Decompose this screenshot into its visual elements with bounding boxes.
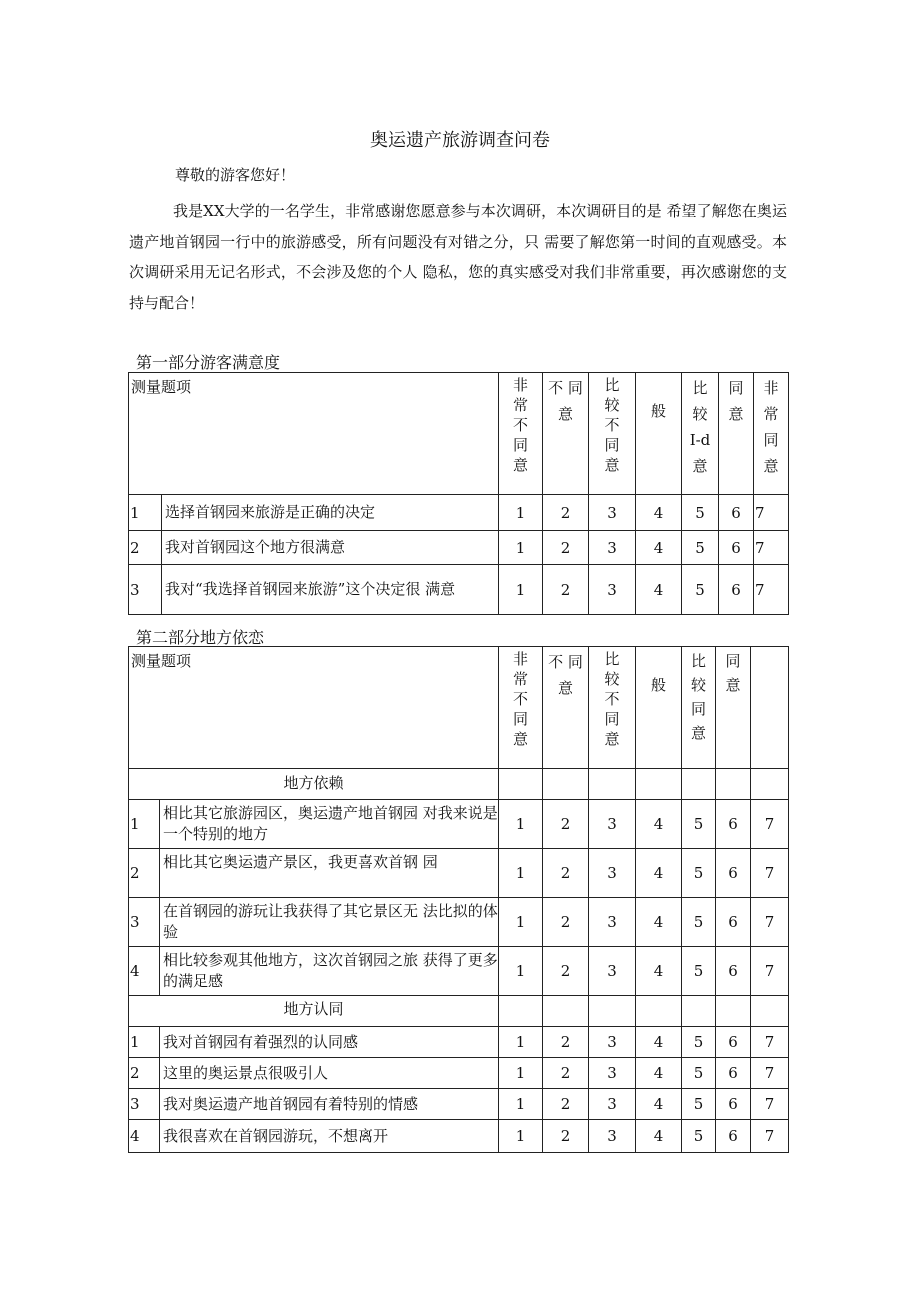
item-number: 3 [129, 1089, 160, 1120]
score-cell[interactable]: 3 [589, 1120, 636, 1153]
item-text: 我对首钢园有着强烈的认同感 [160, 1027, 499, 1058]
score-cell[interactable]: 3 [589, 565, 636, 615]
score-cell[interactable]: 5 [682, 1027, 716, 1058]
scale-header: 非常同意 [763, 379, 779, 475]
score-cell[interactable]: 7 [754, 531, 789, 565]
score-cell[interactable]: 4 [636, 898, 682, 947]
score-cell[interactable]: 1 [499, 800, 543, 849]
table-header-row [129, 647, 789, 769]
satisfaction-table [128, 372, 789, 615]
item-number: 1 [129, 1027, 160, 1058]
score-cell[interactable]: 7 [751, 947, 789, 996]
score-cell[interactable]: 7 [751, 1089, 789, 1120]
scale-header: 比较不同意 [604, 376, 620, 474]
score-cell[interactable]: 2 [543, 898, 589, 947]
column-label: 测量题项 [129, 373, 499, 495]
scale-header: 同意 [728, 379, 744, 423]
score-cell[interactable]: 3 [589, 898, 636, 947]
score-cell[interactable]: 5 [682, 849, 716, 898]
item-number: 2 [129, 1058, 160, 1089]
score-cell[interactable]: 3 [589, 800, 636, 849]
score-cell[interactable]: 4 [636, 1027, 682, 1058]
score-cell[interactable]: 1 [499, 898, 543, 947]
scale-header: 同意 [725, 652, 741, 694]
part1-heading: 第一部分游客满意度 [136, 353, 281, 372]
score-cell[interactable]: 6 [719, 495, 754, 531]
intro-paragraph: 我是XX大学的一名学生，非常感谢您愿意参与本次调研，本次调研目的是 希望了解您在奥运遗产地首钢园一行中的旅游感受，所有问题没有对错之分，只 需要了解您第一时间的直观感受。本次调研采用无记名形式，不会涉及您的个人 隐私，您的真实感受对我们非常重要，再次感谢您的支持与配合！ [129, 202, 787, 312]
score-cell[interactable]: 6 [716, 800, 751, 849]
score-cell[interactable]: 2 [543, 800, 589, 849]
group-row [129, 769, 789, 800]
score-cell[interactable]: 1 [499, 565, 543, 615]
score-cell[interactable]: 7 [754, 565, 789, 615]
score-cell[interactable]: 6 [716, 849, 751, 898]
score-cell[interactable]: 6 [719, 565, 754, 615]
group-row [129, 996, 789, 1027]
item-text: 我很喜欢在首钢园游玩，不想离开 [160, 1120, 499, 1153]
score-cell[interactable]: 3 [589, 1089, 636, 1120]
score-cell[interactable]: 1 [499, 849, 543, 898]
item-text: 在首钢园的游玩让我获得了其它景区无 法比拟的体验 [160, 898, 499, 947]
score-cell[interactable]: 3 [589, 849, 636, 898]
score-cell[interactable]: 5 [682, 898, 716, 947]
item-text: 相比较参观其他地方，这次首钢园之旅 获得了更多的满足感 [160, 947, 499, 996]
score-cell[interactable]: 5 [682, 1120, 716, 1153]
table-row [129, 800, 789, 849]
score-cell[interactable]: 1 [499, 1089, 543, 1120]
score-cell[interactable]: 3 [589, 947, 636, 996]
score-cell[interactable]: 4 [636, 1089, 682, 1120]
item-number: 2 [129, 849, 160, 898]
score-cell[interactable]: 2 [543, 849, 589, 898]
score-cell[interactable]: 2 [543, 1058, 589, 1089]
score-cell[interactable]: 5 [682, 1058, 716, 1089]
score-cell[interactable]: 1 [499, 1027, 543, 1058]
greeting: 尊敬的游客您好！ [175, 166, 296, 184]
scale-header: 比 较 I-d 意 [689, 379, 711, 475]
table-row [129, 849, 789, 898]
scale-header: 非常不同意 [513, 376, 529, 474]
table-header-row [129, 373, 789, 495]
score-cell[interactable]: 5 [682, 800, 716, 849]
item-number: 2 [129, 531, 162, 565]
score-cell[interactable]: 5 [682, 495, 719, 531]
item-text: 我对奥运遗产地首钢园有着特别的情感 [160, 1089, 499, 1120]
item-text: 相比其它旅游园区，奥运遗产地首钢园 对我来说是一个特别的地方 [160, 800, 499, 849]
table-row [129, 495, 789, 531]
score-cell[interactable]: 7 [751, 1027, 789, 1058]
attachment-table [128, 646, 789, 1153]
score-cell[interactable]: 4 [636, 495, 682, 531]
table-row [129, 898, 789, 947]
score-cell[interactable]: 1 [499, 495, 543, 531]
score-cell[interactable]: 4 [636, 1120, 682, 1153]
scale-header: 比较不同意 [604, 650, 620, 748]
score-cell[interactable]: 4 [636, 531, 682, 565]
table-row [129, 1027, 789, 1058]
score-cell[interactable]: 4 [636, 947, 682, 996]
scale-header: 比 较 同 意 [691, 652, 707, 742]
table-row [129, 531, 789, 565]
score-cell[interactable]: 1 [499, 1058, 543, 1089]
scale-header: 不 同意 [548, 379, 583, 423]
score-cell[interactable]: 1 [499, 531, 543, 565]
score-cell[interactable]: 2 [543, 531, 589, 565]
score-cell[interactable]: 6 [716, 1027, 751, 1058]
score-cell[interactable]: 4 [636, 1058, 682, 1089]
column-label: 测量题项 [129, 647, 499, 769]
score-cell[interactable]: 2 [543, 1089, 589, 1120]
score-cell[interactable]: 2 [543, 495, 589, 531]
score-cell[interactable]: 3 [589, 531, 636, 565]
page-title: 奥运遗产旅游调查问卷 [370, 130, 550, 151]
score-cell[interactable]: 4 [636, 800, 682, 849]
item-text: 这里的奥运景点很吸引人 [160, 1058, 499, 1089]
score-cell[interactable]: 7 [751, 1058, 789, 1089]
score-cell[interactable]: 7 [751, 898, 789, 947]
item-number: 1 [129, 800, 160, 849]
table-row [129, 565, 789, 615]
table-row [129, 1058, 789, 1089]
score-cell[interactable]: 2 [543, 1027, 589, 1058]
score-cell[interactable]: 6 [716, 947, 751, 996]
score-cell[interactable]: 6 [719, 531, 754, 565]
scale-header: 般 [650, 402, 666, 420]
score-cell[interactable]: 6 [716, 1058, 751, 1089]
item-number: 3 [129, 565, 162, 615]
item-number: 4 [129, 1120, 160, 1153]
table-row [129, 947, 789, 996]
group-label: 地方依赖 [129, 769, 499, 800]
score-cell[interactable]: 6 [716, 1089, 751, 1120]
item-text: 选择首钢园来旅游是正确的决定 [162, 495, 499, 531]
score-cell[interactable]: 3 [589, 1058, 636, 1089]
score-cell[interactable]: 2 [543, 947, 589, 996]
score-cell[interactable]: 6 [716, 898, 751, 947]
scale-header: 非常不同意 [513, 650, 529, 748]
item-text: 我对“我选择首钢园来旅游”这个决定很 满意 [162, 565, 499, 615]
score-cell[interactable]: 5 [682, 947, 716, 996]
item-text: 相比其它奥运遗产景区，我更喜欢首钢 园 [160, 849, 499, 898]
score-cell[interactable]: 1 [499, 1120, 543, 1153]
score-cell[interactable]: 7 [751, 1120, 789, 1153]
table-row [129, 1089, 789, 1120]
scale-header: 般 [650, 676, 666, 694]
score-cell[interactable]: 3 [589, 495, 636, 531]
item-number: 4 [129, 947, 160, 996]
score-cell[interactable]: 2 [543, 565, 589, 615]
score-cell[interactable]: 7 [751, 800, 789, 849]
score-cell[interactable]: 4 [636, 565, 682, 615]
item-number: 1 [129, 495, 162, 531]
score-cell[interactable]: 1 [499, 947, 543, 996]
score-cell[interactable]: 3 [589, 1027, 636, 1058]
score-cell[interactable]: 5 [682, 531, 719, 565]
score-cell[interactable]: 7 [751, 849, 789, 898]
table-row [129, 1120, 789, 1153]
group-label: 地方认同 [129, 996, 499, 1027]
score-cell[interactable]: 4 [636, 849, 682, 898]
scale-header: 不 同意 [548, 653, 583, 697]
score-cell[interactable]: 5 [682, 565, 719, 615]
item-text: 我对首钢园这个地方很满意 [162, 531, 499, 565]
item-number: 3 [129, 898, 160, 947]
score-cell[interactable]: 5 [682, 1089, 716, 1120]
score-cell[interactable]: 2 [543, 1120, 589, 1153]
score-cell[interactable]: 7 [754, 495, 789, 531]
part2-heading: 第二部分地方依恋 [136, 628, 265, 647]
score-cell[interactable]: 6 [716, 1120, 751, 1153]
